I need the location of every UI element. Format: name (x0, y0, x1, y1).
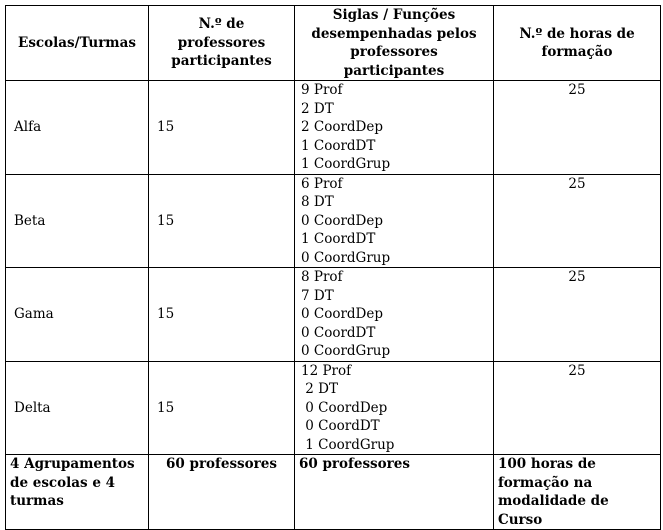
role-line: 0 CoordDep (301, 212, 384, 229)
role-line: 2 DT (301, 100, 334, 117)
roles-cell (295, 81, 494, 175)
header-roles: Siglas / Funções desempenhadas pelos professores participantes (295, 6, 494, 81)
hours-cell: 25 (494, 268, 661, 362)
table-row (6, 174, 661, 268)
role-line: 12 Prof (301, 362, 352, 379)
role-line: 9 Prof (301, 82, 343, 98)
roles-cell (295, 361, 494, 455)
role-line: 1 CoordGrup (301, 156, 391, 172)
role-line: 8 Prof (301, 269, 343, 285)
role-line: 8 DT (301, 194, 334, 210)
role-line: 2 CoordDep (301, 119, 384, 135)
role-line: 0 CoordGrup (301, 343, 391, 359)
hours-cell: 25 (494, 361, 661, 455)
role-line: 1 CoordDT (301, 137, 376, 154)
footer-hours: 100 horas de formação na modalidade de Curso (494, 455, 661, 530)
header-row (6, 6, 661, 81)
footer-schools: 4 Agrupamentos de escolas e 4 turmas (6, 455, 149, 530)
header-schools: Escolas/Turmas (6, 6, 149, 81)
role-line: 1 CoordGrup (301, 436, 395, 453)
school-cell: Gama (6, 268, 149, 362)
footer-row (6, 455, 661, 530)
table-row (6, 268, 661, 362)
role-line: 0 CoordDT (301, 324, 376, 341)
role-line: 7 DT (301, 287, 334, 304)
teachers-cell: 15 (149, 268, 295, 362)
school-cell: Beta (6, 174, 149, 268)
header-teachers: N.º de professores participantes (149, 6, 295, 81)
table-row (6, 81, 661, 175)
teachers-cell: 15 (149, 81, 295, 175)
roles-cell (295, 174, 494, 268)
hours-cell: 25 (494, 81, 661, 175)
role-line: 0 CoordDep (301, 306, 384, 322)
teachers-cell: 15 (149, 174, 295, 268)
role-line: 0 CoordDep (301, 399, 388, 416)
header-hours: N.º de horas de formação (494, 6, 661, 81)
role-line: 0 CoordGrup (301, 249, 391, 266)
role-line: 2 DT (301, 381, 338, 397)
teachers-cell: 15 (149, 361, 295, 455)
table-row (6, 361, 661, 455)
roles-cell (295, 268, 494, 362)
hours-cell: 25 (494, 174, 661, 268)
role-line: 1 CoordDT (301, 231, 376, 247)
training-table (5, 5, 661, 530)
role-line: 6 Prof (301, 175, 343, 192)
school-cell: Alfa (6, 81, 149, 175)
footer-teachers: 60 professores (149, 455, 295, 530)
footer-roles: 60 professores (295, 455, 494, 530)
school-cell: Delta (6, 361, 149, 455)
role-line: 0 CoordDT (301, 418, 380, 434)
